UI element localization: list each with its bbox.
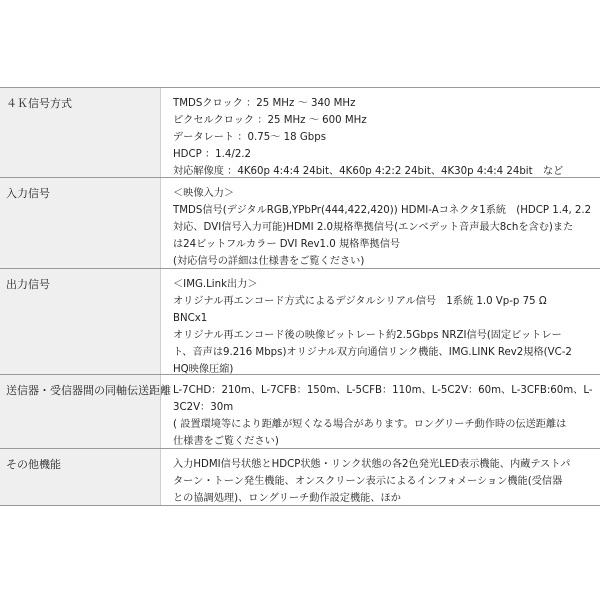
spec-value	[160, 269, 600, 374]
spec-row-transmission-distance	[0, 375, 600, 449]
spec-line: 仕様書をご覧ください)	[173, 436, 279, 447]
spec-row-output-signal	[0, 269, 600, 375]
spec-line: 入力HDMI信号状態とHDCP状態・リンク状態の各2色発光LED表示機能、内蔵テストパ	[173, 459, 571, 470]
spec-line: ターン・トーン発生機能、オンスクリーン表示によるインフォメーション機能(受信器	[173, 476, 563, 487]
spec-label: 出力信号	[0, 269, 160, 374]
spec-value	[160, 178, 600, 268]
spec-label: 入力信号	[0, 178, 160, 268]
spec-line: オリジナル再エンコード後の映像ビットレート約2.5Gbps NRZI信号(固定ビットレー	[173, 330, 562, 341]
spec-line: BNCx1	[173, 313, 208, 324]
spec-line: TMDS信号(デジタルRGB,YPbPr(444,422,420)) HDMI-Aコネクタ1系統 (HDCP 1.4, 2.2	[173, 205, 592, 216]
spec-line: (対応信号の詳細は仕様書をご覧ください)	[173, 256, 365, 267]
spec-line: 対応解像度 ：4K60p 4:4:4 24bit、4K60p 4:2:2 24bit、4K30p 4:4:4 24bit など	[173, 166, 564, 177]
spec-line: 対応、DVI信号入力可能)HDMI 2.0規格準拠信号(エンベデット音声最大8chを含む)また	[173, 222, 574, 233]
spec-row-4k-signal	[0, 88, 600, 178]
spec-value	[160, 375, 600, 448]
spec-line: TMDSクロック ：25 MHz ～ 340 MHz	[173, 98, 356, 109]
spec-row-input-signal	[0, 178, 600, 269]
spec-label: 送信器・受信器間の同軸伝送距離	[0, 375, 160, 448]
spec-line: との協調処理)、ロングリーチ動作設定機能、ほか	[173, 493, 401, 504]
spec-table	[0, 87, 600, 506]
spec-line: ( 設置環境等により距離が短くなる場合があります。ロングリーチ動作時の伝送距離は	[173, 419, 567, 430]
spec-line: L-7CHD：210m、L-7CFB：150m、L-5CFB：110m、L-5C2V：60m、L-3CFB:60m、L-	[173, 385, 593, 396]
spec-line: HDCP ：1.4/2.2	[173, 149, 252, 160]
spec-line: ト、音声は9.216 Mbps)オリジナル双方向通信リンク機能、IMG.LINK Rev2規格(VC-2	[173, 347, 572, 358]
spec-row-other-functions	[0, 449, 600, 506]
spec-line: オリジナル再エンコード方式によるデジタルシリアル信号 1系統 1.0 Vp-p 75 Ω	[173, 296, 547, 307]
spec-value	[160, 449, 600, 505]
spec-line: ＜IMG.Link出力＞	[173, 279, 258, 290]
spec-line: は24ビットフルカラー DVI Rev1.0 規格準拠信号	[173, 239, 401, 250]
spec-line: ＜映像入力＞	[173, 188, 235, 199]
spec-line: データレート ：0.75～ 18 Gbps	[173, 132, 326, 143]
spec-value	[160, 88, 600, 177]
spec-line: 3C2V：30m	[173, 402, 234, 413]
spec-line: HQ映像圧縮)	[173, 364, 234, 375]
spec-label: ４Ｋ信号方式	[0, 88, 160, 177]
spec-label: その他機能	[0, 449, 160, 505]
spec-line: ピクセルクロック ：25 MHz ～ 600 MHz	[173, 115, 367, 126]
